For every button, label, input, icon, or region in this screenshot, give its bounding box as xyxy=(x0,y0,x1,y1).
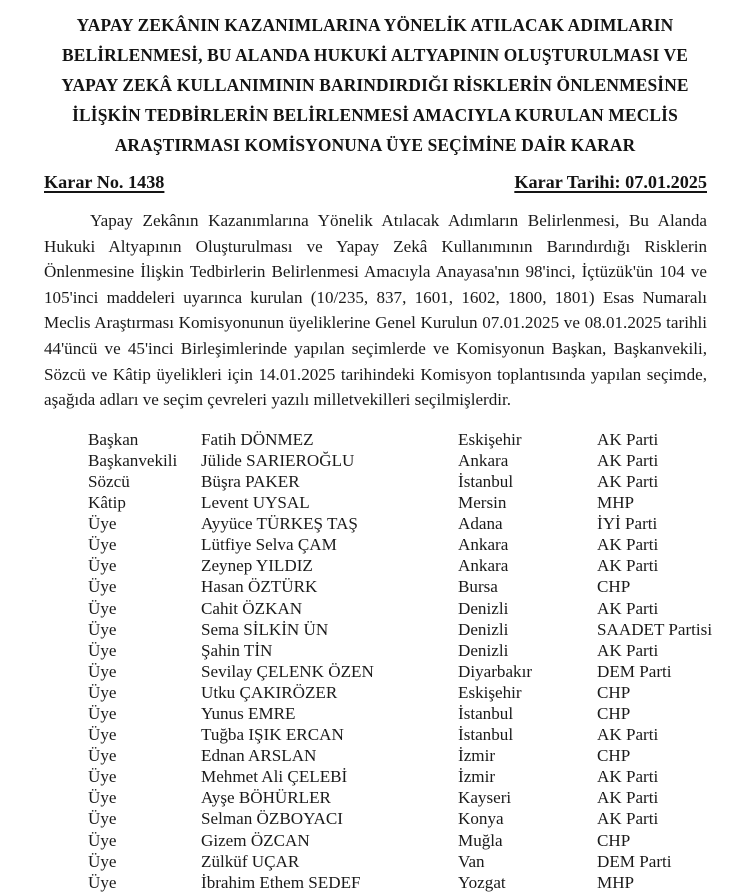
member-role: Üye xyxy=(88,767,117,787)
table-row xyxy=(44,619,750,640)
member-city: Adana xyxy=(458,514,503,534)
member-name: Zeynep YILDIZ xyxy=(201,556,313,576)
member-city: Denizli xyxy=(458,619,509,639)
member-party: CHP xyxy=(597,577,631,597)
decision-body-paragraph: Yapay Zekânın Kazanımlarına Yönelik Atılacak Adımların Belirlenmesi, Bu Alanda Hukuki Altyapının Oluşturulması ve Yapay Zekâ Kullanımının Barındırdığı Risklerin Önlenmesine İlişkin Tedbirlerin Belirlenmesi Amacıyla Anayasa'nın 98'inci, İçtüzük'ün 104 ve 105'inci maddeleri uyarınca kurulan (10/235, 837, 1601, 1602, 1800, 1801) Esas Numaralı Meclis Araştırması Komisyonunun üyeliklerine Genel Kurulun 07.01.2025 ve 08.01.2025 tarihli 44'üncü ve 45'inci Birleşimlerinde yapılan seçimlerde ve Komisyonun Başkan, Başkanvekili, Sözcü ve Kâtip üyelikleri için 14.01.2025 tarihindeki Komisyon toplantısında yapılan seçimde, aşağıda adları ve seçim çevreleri yazılı milletvekilleri seçilmişlerdir. xyxy=(44,211,707,410)
member-city: Denizli xyxy=(458,598,509,618)
member-role: Başkanvekili xyxy=(88,450,178,470)
table-row xyxy=(44,429,750,450)
member-role: Üye xyxy=(88,535,117,555)
member-role: Üye xyxy=(88,703,117,723)
member-name: Utku ÇAKIRÖZER xyxy=(201,682,338,702)
member-role: Üye xyxy=(88,682,117,702)
member-party: AK Parti xyxy=(597,535,659,555)
members-list xyxy=(0,429,750,893)
member-name: Şahin TİN xyxy=(201,640,273,660)
member-name: Jülide SARIEROĞLU xyxy=(201,450,355,470)
member-party: AK Parti xyxy=(597,598,659,618)
table-row xyxy=(44,640,750,661)
member-role: Üye xyxy=(88,809,117,829)
member-party: CHP xyxy=(597,830,631,850)
member-role: Üye xyxy=(88,830,117,850)
member-role: Üye xyxy=(88,725,117,745)
member-name: Lütfiye Selva ÇAM xyxy=(201,535,337,555)
title-line-3: YAPAY ZEKÂ KULLANIMININ BARINDIRDIĞI RİSKLERİN ÖNLENMESİNE xyxy=(61,75,689,95)
page-title xyxy=(0,0,750,160)
member-role: Üye xyxy=(88,619,117,639)
member-party: CHP xyxy=(597,682,631,702)
member-name: Tuğba IŞIK ERCAN xyxy=(201,725,344,745)
member-city: İzmir xyxy=(458,746,496,766)
table-row xyxy=(44,513,750,534)
member-name: Yunus EMRE xyxy=(201,703,296,723)
table-row xyxy=(44,703,750,724)
member-party: İYİ Parti xyxy=(597,514,658,534)
member-name: Mehmet Ali ÇELEBİ xyxy=(201,767,348,787)
member-role: Üye xyxy=(88,788,117,808)
title-line-4: İLİŞKİN TEDBİRLERİN BELİRLENMESİ AMACIYLA KURULAN MECLİS xyxy=(72,105,678,125)
member-name: Selman ÖZBOYACI xyxy=(201,809,343,829)
member-city: Bursa xyxy=(458,577,498,597)
members-table xyxy=(44,429,750,893)
member-role: Sözcü xyxy=(88,471,130,491)
member-role: Üye xyxy=(88,851,117,871)
member-party: AK Parti xyxy=(597,471,659,491)
table-row xyxy=(44,787,750,808)
table-row xyxy=(44,598,750,619)
member-city: İstanbul xyxy=(458,725,514,745)
title-line-1: YAPAY ZEKÂNIN KAZANIMLARINA YÖNELİK ATILACAK ADIMLARIN xyxy=(76,15,674,35)
member-city: Denizli xyxy=(458,640,509,660)
table-row xyxy=(44,808,750,829)
table-row xyxy=(44,745,750,766)
member-party: AK Parti xyxy=(597,429,659,449)
member-name: Ayyüce TÜRKEŞ TAŞ xyxy=(201,514,358,534)
member-role: Kâtip xyxy=(88,493,126,513)
member-city: Kayseri xyxy=(458,788,512,808)
table-row xyxy=(44,851,750,872)
member-role: Üye xyxy=(88,872,117,892)
member-role: Üye xyxy=(88,598,117,618)
table-row xyxy=(44,724,750,745)
member-name: Büşra PAKER xyxy=(201,471,300,491)
member-name: Ayşe BÖHÜRLER xyxy=(201,788,331,808)
member-party: DEM Parti xyxy=(597,661,672,681)
member-role: Başkan xyxy=(88,429,139,449)
member-party: AK Parti xyxy=(597,767,659,787)
member-party: CHP xyxy=(597,746,631,766)
member-city: Van xyxy=(458,851,485,871)
table-row xyxy=(44,682,750,703)
member-city: İzmir xyxy=(458,767,496,787)
decision-number: Karar No. 1438 xyxy=(44,172,165,192)
member-city: Ankara xyxy=(458,535,509,555)
member-city: Konya xyxy=(458,809,504,829)
member-name: Ednan ARSLAN xyxy=(201,746,317,766)
member-name: İbrahim Ethem SEDEF xyxy=(201,872,361,892)
member-party: AK Parti xyxy=(597,788,659,808)
member-city: İstanbul xyxy=(458,703,514,723)
member-role: Üye xyxy=(88,661,117,681)
table-row xyxy=(44,555,750,576)
member-name: Sevilay ÇELENK ÖZEN xyxy=(201,661,374,681)
member-party: SAADET Partisi xyxy=(597,619,713,639)
member-role: Üye xyxy=(88,746,117,766)
member-name: Levent UYSAL xyxy=(201,493,310,513)
member-party: AK Parti xyxy=(597,809,659,829)
table-row xyxy=(44,471,750,492)
member-city: Ankara xyxy=(458,556,509,576)
decision-date: Karar Tarihi: 07.01.2025 xyxy=(514,172,707,192)
member-city: Ankara xyxy=(458,450,509,470)
member-party: MHP xyxy=(597,872,635,892)
member-name: Sema SİLKİN ÜN xyxy=(201,619,329,639)
member-role: Üye xyxy=(88,577,117,597)
member-role: Üye xyxy=(88,556,117,576)
member-party: AK Parti xyxy=(597,640,659,660)
member-city: Diyarbakır xyxy=(458,661,533,681)
member-party: AK Parti xyxy=(597,725,659,745)
title-line-5: ARAŞTIRMASI KOMİSYONUNA ÜYE SEÇİMİNE DAİR KARAR xyxy=(114,135,636,155)
member-city: Mersin xyxy=(458,493,507,513)
member-role: Üye xyxy=(88,640,117,660)
decision-meta-row xyxy=(0,160,750,194)
table-row xyxy=(44,450,750,471)
table-row xyxy=(44,872,750,893)
member-name: Gizem ÖZCAN xyxy=(201,830,310,850)
member-city: Yozgat xyxy=(458,872,506,892)
member-party: DEM Parti xyxy=(597,851,672,871)
member-name: Hasan ÖZTÜRK xyxy=(201,577,318,597)
member-party: MHP xyxy=(597,493,635,513)
member-party: CHP xyxy=(597,703,631,723)
member-name: Fatih DÖNMEZ xyxy=(201,429,314,449)
member-city: İstanbul xyxy=(458,471,514,491)
table-row xyxy=(44,766,750,787)
table-row xyxy=(44,576,750,597)
table-row xyxy=(44,661,750,682)
table-row xyxy=(44,492,750,513)
table-row xyxy=(44,830,750,851)
member-party: AK Parti xyxy=(597,556,659,576)
member-city: Eskişehir xyxy=(458,682,522,702)
members-table-body xyxy=(44,429,750,893)
member-name: Zülküf UÇAR xyxy=(201,851,300,871)
member-city: Eskişehir xyxy=(458,429,522,449)
member-role: Üye xyxy=(88,514,117,534)
member-name: Cahit ÖZKAN xyxy=(201,598,303,618)
member-party: AK Parti xyxy=(597,450,659,470)
member-city: Muğla xyxy=(458,830,503,850)
title-line-2: BELİRLENMESİ, BU ALANDA HUKUKİ ALTYAPININ OLUŞTURULMASI VE xyxy=(61,45,689,65)
table-row xyxy=(44,534,750,555)
